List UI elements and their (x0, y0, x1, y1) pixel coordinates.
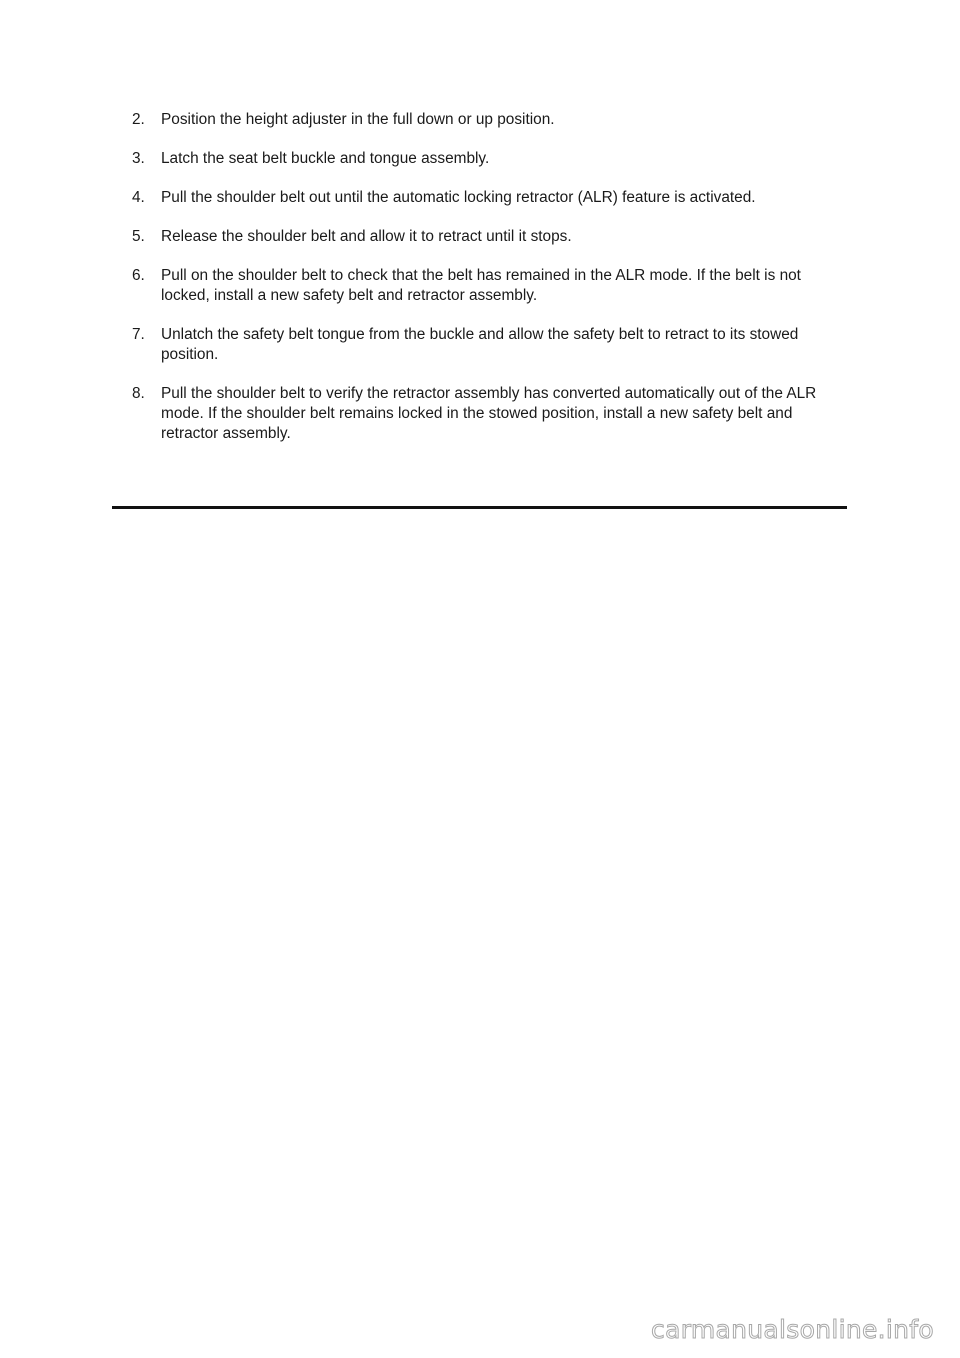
step-item (132, 110, 842, 130)
procedure-steps (132, 110, 842, 463)
step-text: Release the shoulder belt and allow it to retract until it stops. (161, 228, 572, 245)
step-number: 5. (132, 228, 145, 245)
step-item (132, 266, 842, 306)
step-text: Pull the shoulder belt to verify the retractor assembly has converted automatically out of the ALR mode. If the shoulder belt remains locked in the stowed position, install a new safety belt and retractor assembly. (161, 385, 817, 442)
site-watermark: carmanualsonline.info (651, 1315, 934, 1344)
step-number: 2. (132, 111, 145, 128)
step-number: 4. (132, 189, 145, 206)
step-number: 6. (132, 267, 145, 284)
step-item (132, 384, 842, 444)
step-text: Pull the shoulder belt out until the automatic locking retractor (ALR) feature is activated. (161, 189, 756, 206)
step-number: 8. (132, 385, 145, 402)
step-text: Pull on the shoulder belt to check that the belt has remained in the ALR mode. If the belt is not locked, install a new safety belt and retractor assembly. (161, 267, 801, 304)
step-text: Unlatch the safety belt tongue from the buckle and allow the safety belt to retract to its stowed position. (161, 326, 799, 363)
step-number: 3. (132, 150, 145, 167)
step-item (132, 325, 842, 365)
step-text: Latch the seat belt buckle and tongue assembly. (161, 150, 490, 167)
step-text: Position the height adjuster in the full down or up position. (161, 111, 555, 128)
step-item (132, 188, 842, 208)
step-item (132, 227, 842, 247)
step-number: 7. (132, 326, 145, 343)
step-item (132, 149, 842, 169)
section-divider (112, 506, 847, 509)
